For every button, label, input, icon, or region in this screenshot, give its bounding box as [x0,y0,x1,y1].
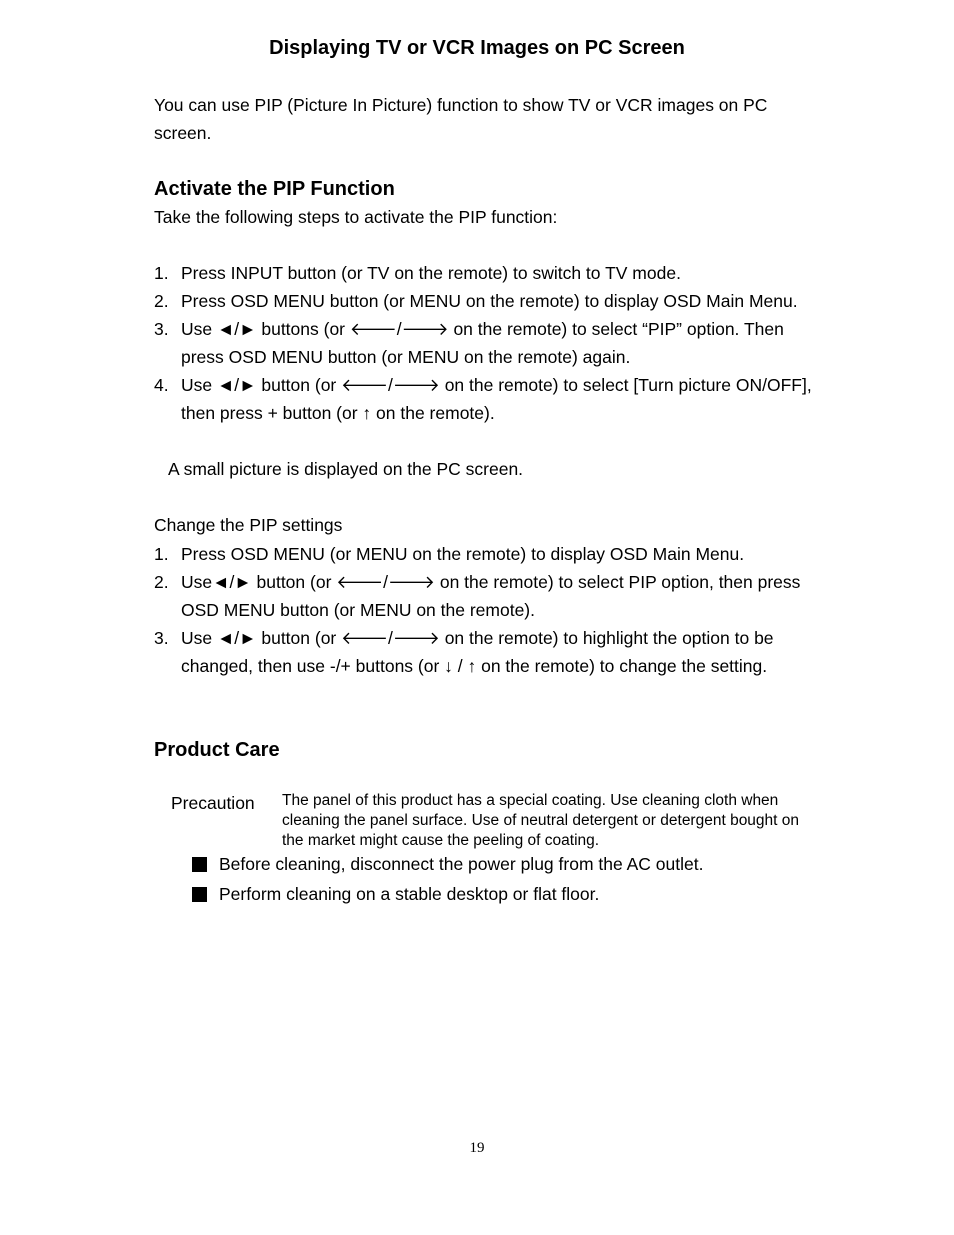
step-number: 1. [154,263,169,283]
precaution-text: The panel of this product has a special coating. Use cleaning cloth when cleaning the panel surface. Use of neutral detergent or detergent bought on the market might cause the peeling of coating. [282,792,800,849]
list-item [154,259,814,287]
list-item [154,624,814,680]
care-bullet-text: Perform cleaning on a stable desktop or flat floor. [219,884,600,904]
care-bullet-item [192,880,599,908]
care-bullet-item [192,850,703,878]
list-item [154,315,814,371]
page-number: 19 [469,1140,485,1156]
activate-pip-lead: Take the following steps to activate the PIP function: [154,207,558,227]
list-item [154,540,814,568]
pip-result-note: A small picture is displayed on the PC screen. [168,459,524,479]
list-item [154,568,814,624]
step-number: 3. [154,319,169,339]
step-number: 3. [154,628,169,648]
precaution-label: Precaution [171,793,255,813]
square-bullet-icon [192,857,207,872]
activate-pip-heading: Activate the PIP Function [154,178,395,200]
step-text: Press OSD MENU (or MENU on the remote) to display OSD Main Menu. [181,544,745,564]
activate-pip-steps [154,259,814,427]
step-number: 4. [154,375,169,395]
product-care-heading: Product Care [154,739,280,761]
square-bullet-icon [192,887,207,902]
list-item [154,287,814,315]
page-title: Displaying TV or VCR Images on PC Screen [269,37,685,59]
change-pip-steps [154,540,814,680]
step-text: Press OSD MENU button (or MENU on the remote) to display OSD Main Menu. [181,291,798,311]
step-text: Use ◄/► buttons (or 🡐/🡒 on the remote) to select “PIP” option. Then press OSD MENU button (or MENU on the remote) again. [181,319,784,367]
change-pip-lead: Change the PIP settings [154,515,343,535]
step-number: 1. [154,544,169,564]
intro-paragraph: You can use PIP (Picture In Picture) function to show TV or VCR images on PC screen. [154,95,768,143]
step-text: Press INPUT button (or TV on the remote) to switch to TV mode. [181,263,681,283]
step-text: Use◄/► button (or 🡐/🡒 on the remote) to select PIP option, then press OSD MENU button (or MENU on the remote). [181,572,801,620]
step-number: 2. [154,291,169,311]
care-bullet-text: Before cleaning, disconnect the power plug from the AC outlet. [219,854,704,874]
step-text: Use ◄/► button (or 🡐/🡒 on the remote) to select [Turn picture ON/OFF], then press + button (or ↑ on the remote). [181,375,812,423]
list-item [154,371,814,427]
step-number: 2. [154,572,169,592]
step-text: Use ◄/► button (or 🡐/🡒 on the remote) to highlight the option to be changed, then use -/+ buttons (or ↓ / ↑ on the remote) to change the setting. [181,628,774,676]
